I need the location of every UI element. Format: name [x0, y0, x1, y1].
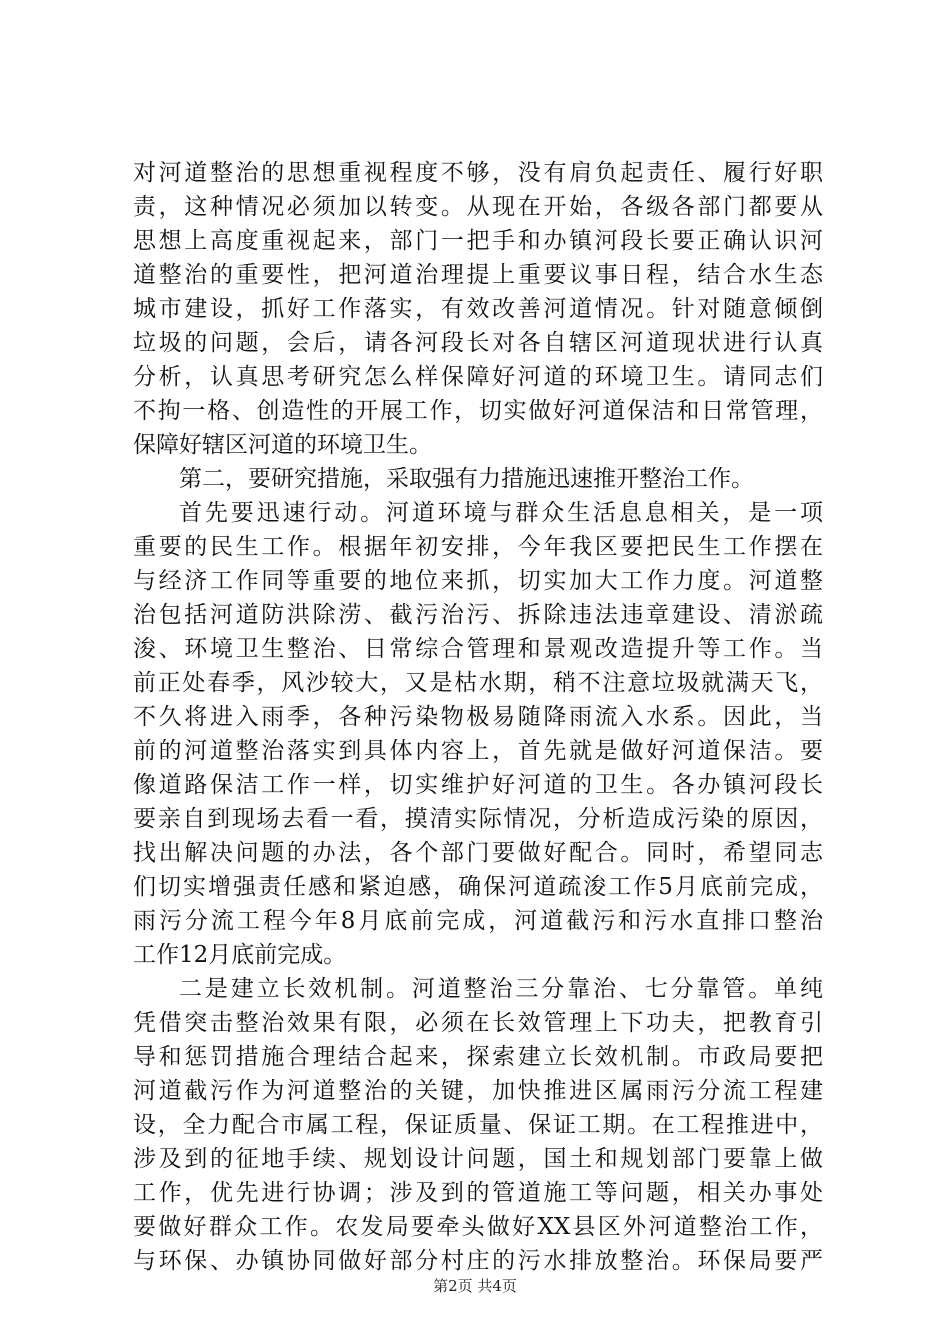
text-line: 道整治的重要性，把河道治理提上重要议事日程，结合水生态	[133, 262, 823, 288]
text-line: 与经济工作同等重要的地位来抓，切实加大工作力度。河道整	[133, 568, 823, 594]
text-line: 对河道整治的思想重视程度不够，没有肩负起责任、履行好职	[133, 160, 823, 186]
text-line: 涉及到的征地手续、规划设计问题，国土和规划部门要靠上做	[133, 1146, 823, 1172]
text-line: 们切实增强责任感和紧迫感，确保河道疏浚工作5月底前完成，	[133, 874, 823, 900]
text-line: 工作12月底前完成。	[133, 942, 347, 968]
text-line: 工作，优先进行协调；涉及到的管道施工等问题，相关办事处	[133, 1180, 823, 1206]
text-line: 设，全力配合市属工程，保证质量、保证工期。在工程推进中，	[133, 1112, 823, 1138]
page-number: 第2页 共4页	[433, 1277, 517, 1295]
text-line: 前正处春季，风沙较大，又是枯水期，稍不注意垃圾就满天飞，	[133, 670, 823, 696]
text-line: 导和惩罚措施合理结合起来，探索建立长效机制。市政局要把	[133, 1044, 823, 1070]
text-line: 责，这种情况必须加以转变。从现在开始，各级各部门都要从	[133, 194, 823, 220]
text-line: 雨污分流工程今年8月底前完成，河道截污和污水直排口整治	[133, 908, 823, 934]
text-line: 河道截污作为河道整治的关键，加快推进区属雨污分流工程建	[133, 1078, 823, 1104]
text-line: 凭借突击整治效果有限，必须在长效管理上下功夫，把教育引	[133, 1010, 823, 1036]
text-line: 前的河道整治落实到具体内容上，首先就是做好河道保洁。要	[133, 738, 823, 764]
text-line: 城市建设，抓好工作落实，有效改善河道情况。针对随意倾倒	[133, 296, 823, 322]
text-line: 要亲自到现场去看一看，摸清实际情况，分析造成污染的原因，	[133, 806, 823, 832]
text-line: 不拘一格、创造性的开展工作，切实做好河道保洁和日常管理，	[133, 398, 823, 424]
text-line: 浚、环境卫生整治、日常综合管理和景观改造提升等工作。当	[133, 636, 823, 662]
text-line: 垃圾的问题，会后，请各河段长对各自辖区河道现状进行认真	[133, 330, 823, 356]
text-line: 分析，认真思考研究怎么样保障好河道的环境卫生。请同志们	[133, 364, 823, 390]
document-body	[133, 156, 823, 1278]
text-line: 保障好辖区河道的环境卫生。	[133, 432, 432, 458]
section-heading: 第二，要研究措施，采取强有力措施迅速推开整治工作。	[179, 466, 754, 492]
text-line: 不久将进入雨季，各种污染物极易随降雨流入水系。因此，当	[133, 704, 823, 730]
text-line: 找出解决问题的办法，各个部门要做好配合。同时，希望同志	[133, 840, 823, 866]
text-line: 与环保、办镇协同做好部分村庄的污水排放整治。环保局要严	[133, 1248, 823, 1274]
text-line: 像道路保洁工作一样，切实维护好河道的卫生。各办镇河段长	[133, 772, 823, 798]
paragraph-start: 首先要迅速行动。河道环境与群众生活息息相关，是一项	[179, 500, 823, 526]
paragraph-start: 二是建立长效机制。河道整治三分靠治、七分靠管。单纯	[179, 976, 823, 1002]
text-line: 治包括河道防洪除涝、截污治污、拆除违法违章建设、清淤疏	[133, 602, 823, 628]
text-line: 重要的民生工作。根据年初安排，今年我区要把民生工作摆在	[133, 534, 823, 560]
text-line: 思想上高度重视起来，部门一把手和办镇河段长要正确认识河	[133, 228, 823, 254]
text-line: 要做好群众工作。农发局要牵头做好XX县区外河道整治工作，	[133, 1214, 823, 1240]
